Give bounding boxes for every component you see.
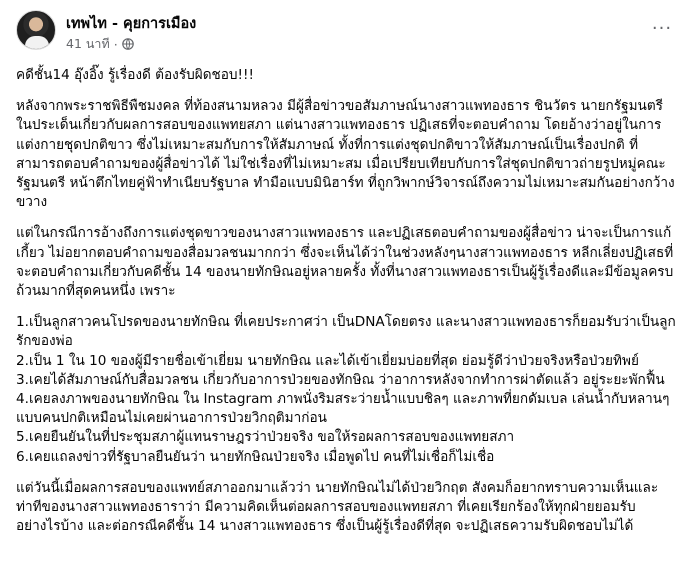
post-paragraph: แต่ในกรณีการอ้างถึงการแต่งชุดขาวของนางสาวแพทองธาร และปฏิเสธตอบคำถามของผู้สื่อข่าว น่าจะเป็นการแก้เกี้ยว ไม่อยากตอบคำถามของสื่อมวลชนมากกว่า ซึ่งจะเห็นได้ว่าในช่วงหลังๆนางสาวแพทองธาร หลีกเลี่ยงปฏิเสธที่จะตอบคำถามเกี่ยวกับคดีชั้น 14 ของนายทักษิณอยู่หลายครั้ง ทั้งที่นางสาวแพทองธารเป็นผู้รู้เรื่องดีและมีข้อมูลครบถ้วนมากที่สุดคนหนึ่ง เพราะ: [16, 225, 674, 300]
list-item: 5.เคยยืนยันในที่ประชุมสภาผู้แทนราษฎรว่าป่วยจริง ขอให้รอผลการสอบของแพทยสภา: [16, 429, 515, 446]
list-item: 6.เคยแถลงข่าวที่รัฐบาลยืนยันว่า นายทักษิณป่วยจริง เมื่อพูดไป คนที่ไม่เชื่อก็ไม่เชื่อ: [16, 448, 495, 465]
author-name[interactable]: เทพไท - คุยการเมือง: [66, 16, 197, 32]
globe-icon[interactable]: [122, 38, 134, 50]
post-meta: [66, 34, 134, 54]
list-item: 2.เป็น 1 ใน 10 ของผู้มีรายชื่อเข้าเยี่ยม นายทักษิณ และได้เข้าเยี่ยมบ่อยที่สุด ย่อมรู้ดีว่าป่วยจริงหรือป่วยทิพย์: [16, 352, 639, 369]
post-paragraph: หลังจากพระราชพิธีพืชมงคล ที่ท้องสนามหลวง มีผู้สื่อข่าวขอสัมภาษณ์นางสาวแพทองธาร ชินวัตร นายกรัฐมนตรี ในประเด็นเกี่ยวกับผลการสอบของแพทยสภา แต่นางสาวแพทองธาร ปฏิเสธที่จะตอบคำถาม โดยอ้างว่าอยู่ในการแต่งกายชุดปกติขาว ซึ่งไม่เหมาะสมกับการให้สัมภาษณ์ ทั้งที่การแต่งชุดปกติขาวให้สัมภาษณ์เป็นเรื่องปกติ ที่สามารถตอบคำถามของผู้สื่อข่าวได้ ไม่ใช่เรื่องที่ไม่เหมาะสม เมื่อเปรียบเทียบกับการใส่ชุดปกติขาวถ่ายรูปหมู่คณะรัฐมนตรี หน้าตึกไทยคู่ฟ้าทำเนียบรัฐบาล ทำมือแบบมินิฮาร์ท ที่ถูกวิพากษ์วิจารณ์ถึงความไม่เหมาะสมกันอย่างกว้างขวาง: [16, 98, 675, 211]
avatar[interactable]: [16, 10, 56, 50]
post-content: [16, 66, 678, 548]
meta-separator: ·: [113, 36, 118, 52]
list-item: 3.เคยได้สัมภาษณ์กับสื่อมวลชน เกี่ยวกับอาการป่วยของทักษิณ ว่าอาการหลังจากทำการผ่าตัดแล้ว อยู่ระยะพักฟื้น: [16, 371, 665, 388]
list-item: 1.เป็นลูกสาวคนโปรดของนายทักษิณ ที่เคยประกาศว่า เป็นDNAโดยตรง และนางสาวแพทองธารก็ยอมรับว่าเป็นลูกรักของพ่อ: [16, 314, 676, 350]
post-closing: แต่วันนี้เมื่อผลการสอบของแพทย์สภาออกมาแล้วว่า นายทักษิณไม่ได้ป่วยวิกฤต สังคมก็อยากทราบความเห็นและท่าทีของนางสาวแพทองธาราว่า มีความคิดเห็นต่อผลการสอบของแพทยสภา ที่เคยเรียกร้องให้ทุกฝ่ายยอมรับอย่างไรบ้าง และต่อกรณีคดีชั้น 14 นางสาวแพทองธาร ซึ่งเป็นผู้รู้เรื่องดีที่สุด จะปฏิเสธความรับผิดชอบไม่ได้: [16, 479, 659, 535]
post-headline: คดีชั้น14 อุ๊งอิ๊ง รู้เรื่องดี ต้องรับผิดชอบ!!!: [16, 67, 254, 83]
post-header: [16, 10, 674, 56]
more-options-icon[interactable]: ···: [651, 17, 673, 39]
list-item: 4.เคยลงภาพของนายทักษิณ ใน Instagram ภาพนั่งริมสระว่ายน้ำแบบชิลๆ และภาพที่ยกดัมเบล เล่นน้ำกับหลานๆ แบบคนปกติเหมือนไม่เคยผ่านอาการป่วยวิกฤติมาก่อน: [16, 391, 670, 427]
post-time[interactable]: 41 นาที: [66, 36, 110, 51]
